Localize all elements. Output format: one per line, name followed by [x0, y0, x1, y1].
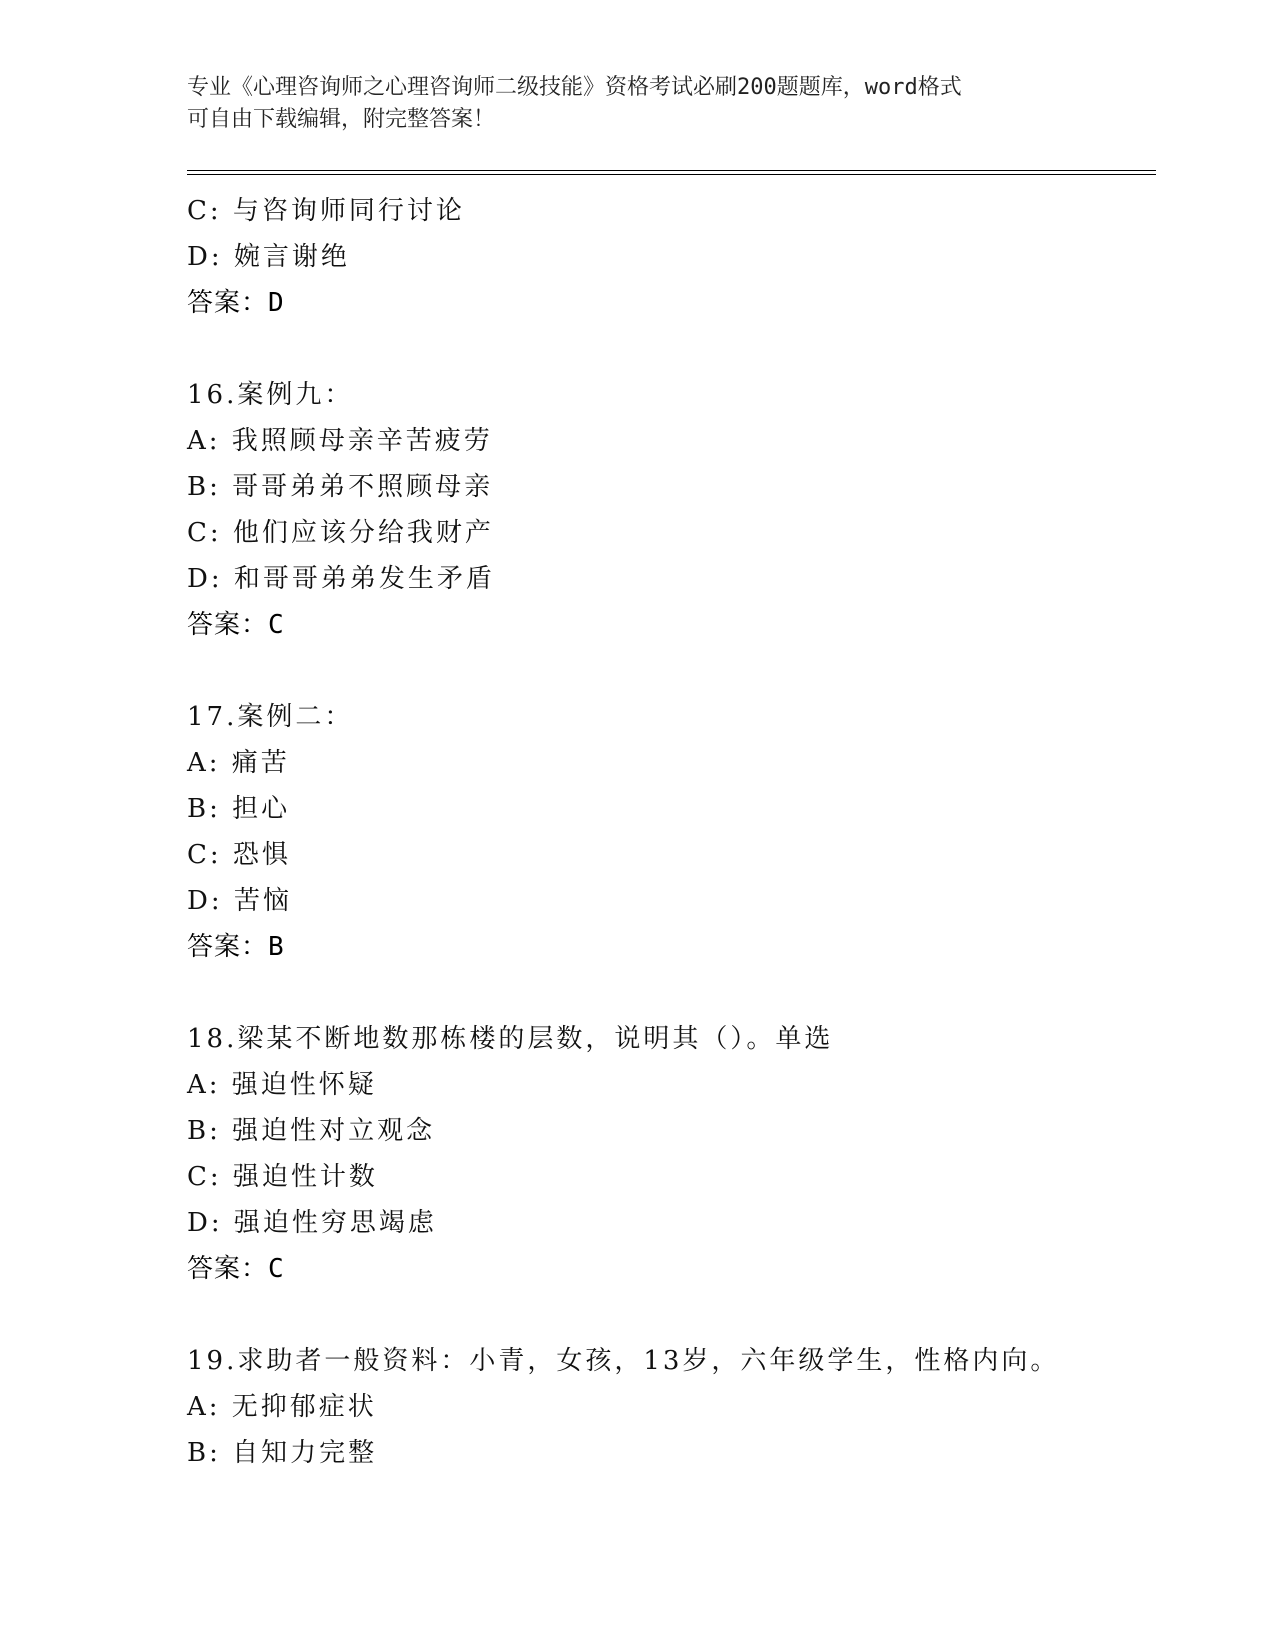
header-line-2: 可自由下载编辑，附完整答案！ [187, 107, 496, 132]
header-rule-top [187, 170, 1156, 171]
question-17 [187, 694, 1147, 970]
spacer [187, 970, 1147, 1016]
answer: 答案：C [187, 610, 285, 640]
option-d: D: 强迫性穷思竭虑 [187, 1208, 437, 1238]
option-b: B: 自知力完整 [187, 1438, 378, 1468]
option-c: C: 强迫性计数 [187, 1162, 378, 1192]
option-a: A: 无抑郁症状 [187, 1392, 377, 1422]
question-18 [187, 1016, 1147, 1292]
answer: 答案：D [187, 288, 285, 318]
option-c: C: 与咨询师同行讨论 [187, 196, 465, 226]
option-c: C: 恐惧 [187, 840, 291, 870]
header-line-1: 专业《心理咨询师之心理咨询师二级技能》资格考试必刷200题题库，word格式 [187, 75, 962, 100]
option-a: A: 我照顾母亲辛苦疲劳 [187, 426, 493, 456]
option-b: B: 强迫性对立观念 [187, 1116, 436, 1146]
option-b: B: 担心 [187, 794, 291, 824]
option-b: B: 哥哥弟弟不照顾母亲 [187, 472, 494, 502]
option-d: D: 和哥哥弟弟发生矛盾 [187, 564, 495, 594]
header-rule-bottom [187, 174, 1156, 175]
answer: 答案：B [187, 932, 285, 962]
spacer [187, 1292, 1147, 1338]
question-stem: 19.求助者一般资料：小青，女孩，13岁，六年级学生，性格内向。 [187, 1346, 1060, 1376]
option-a: A: 强迫性怀疑 [187, 1070, 377, 1100]
question-stem: 18.梁某不断地数那栋楼的层数，说明其（）。单选 [187, 1024, 834, 1054]
option-d: D: 苦恼 [187, 886, 292, 916]
question-list [187, 188, 1147, 1476]
spacer [187, 648, 1147, 694]
question-19 [187, 1338, 1147, 1476]
continued-question [187, 188, 1147, 326]
answer: 答案：C [187, 1254, 285, 1284]
question-16 [187, 372, 1147, 648]
document-header [187, 72, 1067, 136]
spacer [187, 326, 1147, 372]
option-c: C: 他们应该分给我财产 [187, 518, 494, 548]
option-d: D: 婉言谢绝 [187, 242, 350, 272]
option-a: A: 痛苦 [187, 748, 290, 778]
question-stem: 16.案例九： [187, 380, 354, 410]
question-stem: 17.案例二： [187, 702, 354, 732]
